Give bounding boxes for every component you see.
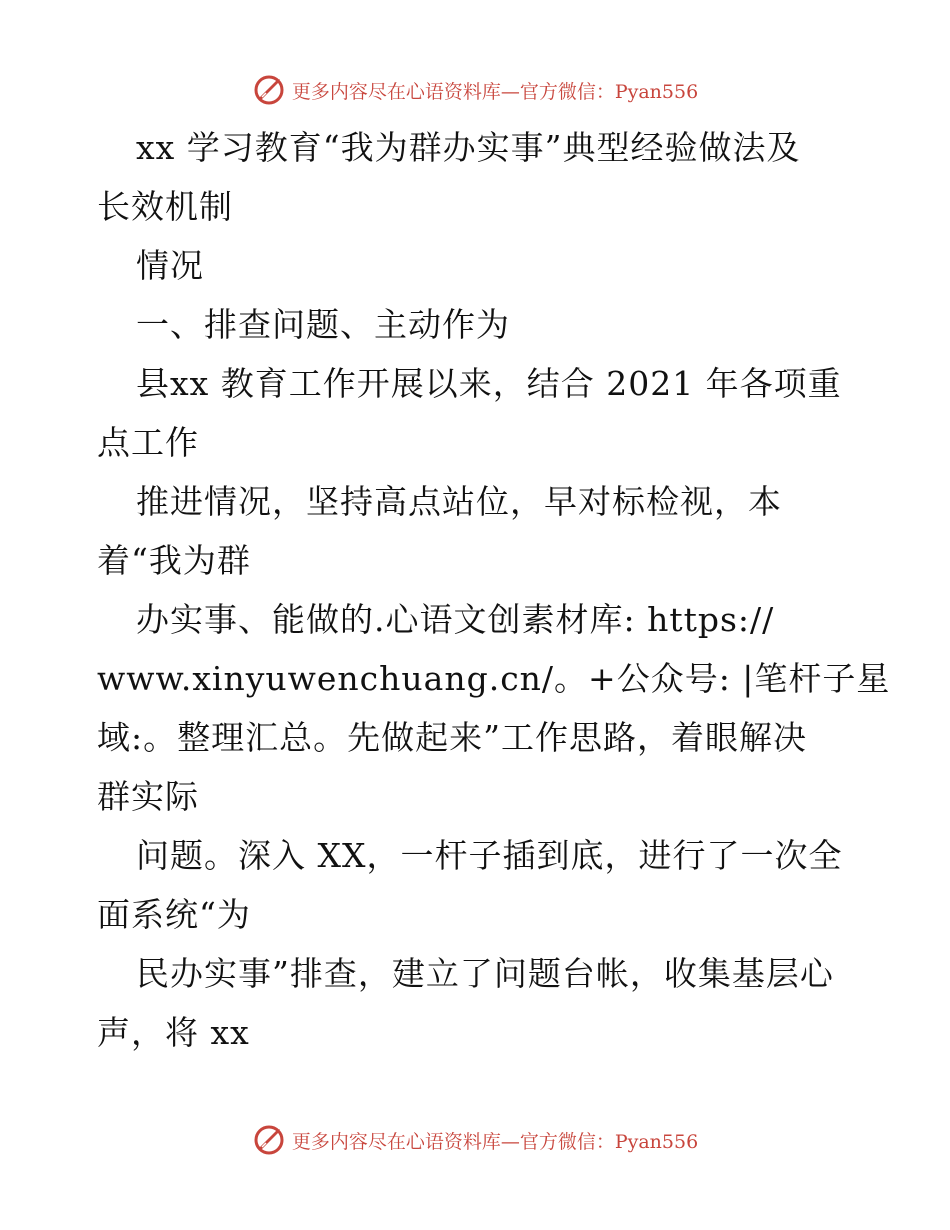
document-line: 推进情况，坚持高点站位，早对标检视，本 (136, 482, 782, 521)
watermark-banner-bottom (0, 1120, 950, 1160)
document-body (97, 118, 891, 1062)
document-line: 长效机制 (97, 187, 233, 226)
watermark-text: 更多内容尽在心语资料库—官方微信：Pyan556 (291, 80, 699, 103)
document-line: 群实际 (97, 777, 199, 816)
quill-logo-icon (252, 1123, 286, 1157)
document-line: 点工作 (97, 423, 199, 462)
document-line: 着“我为群 (97, 541, 251, 580)
document-line: 一、排查问题、主动作为 (136, 305, 510, 344)
document-line: 问题。深入 XX，一杆子插到底，进行了一次全 (136, 836, 843, 875)
document-line: www.xinyuwenchuang.cn/。+公众号: |笔杆子星 (97, 659, 891, 698)
watermark-banner-top (0, 70, 950, 110)
document-line: 办实事、能做的.心语文创素材库: https:// (136, 600, 775, 639)
document-line: 面系统“为 (97, 895, 251, 934)
quill-logo-icon (252, 73, 286, 107)
watermark-text: 更多内容尽在心语资料库—官方微信：Pyan556 (291, 1130, 699, 1153)
document-line: 情况 (136, 246, 204, 285)
document-line: 声，将 xx (97, 1013, 250, 1052)
document-line: 县xx 教育工作开展以来，结合 2021 年各项重 (136, 364, 842, 403)
document-line: 域:。整理汇总。先做起来”工作思路，着眼解决 (97, 718, 807, 757)
document-line: xx 学习教育“我为群办实事”典型经验做法及 (136, 128, 801, 167)
document-line: 民办实事”排查，建立了问题台帐，收集基层心 (136, 954, 834, 993)
